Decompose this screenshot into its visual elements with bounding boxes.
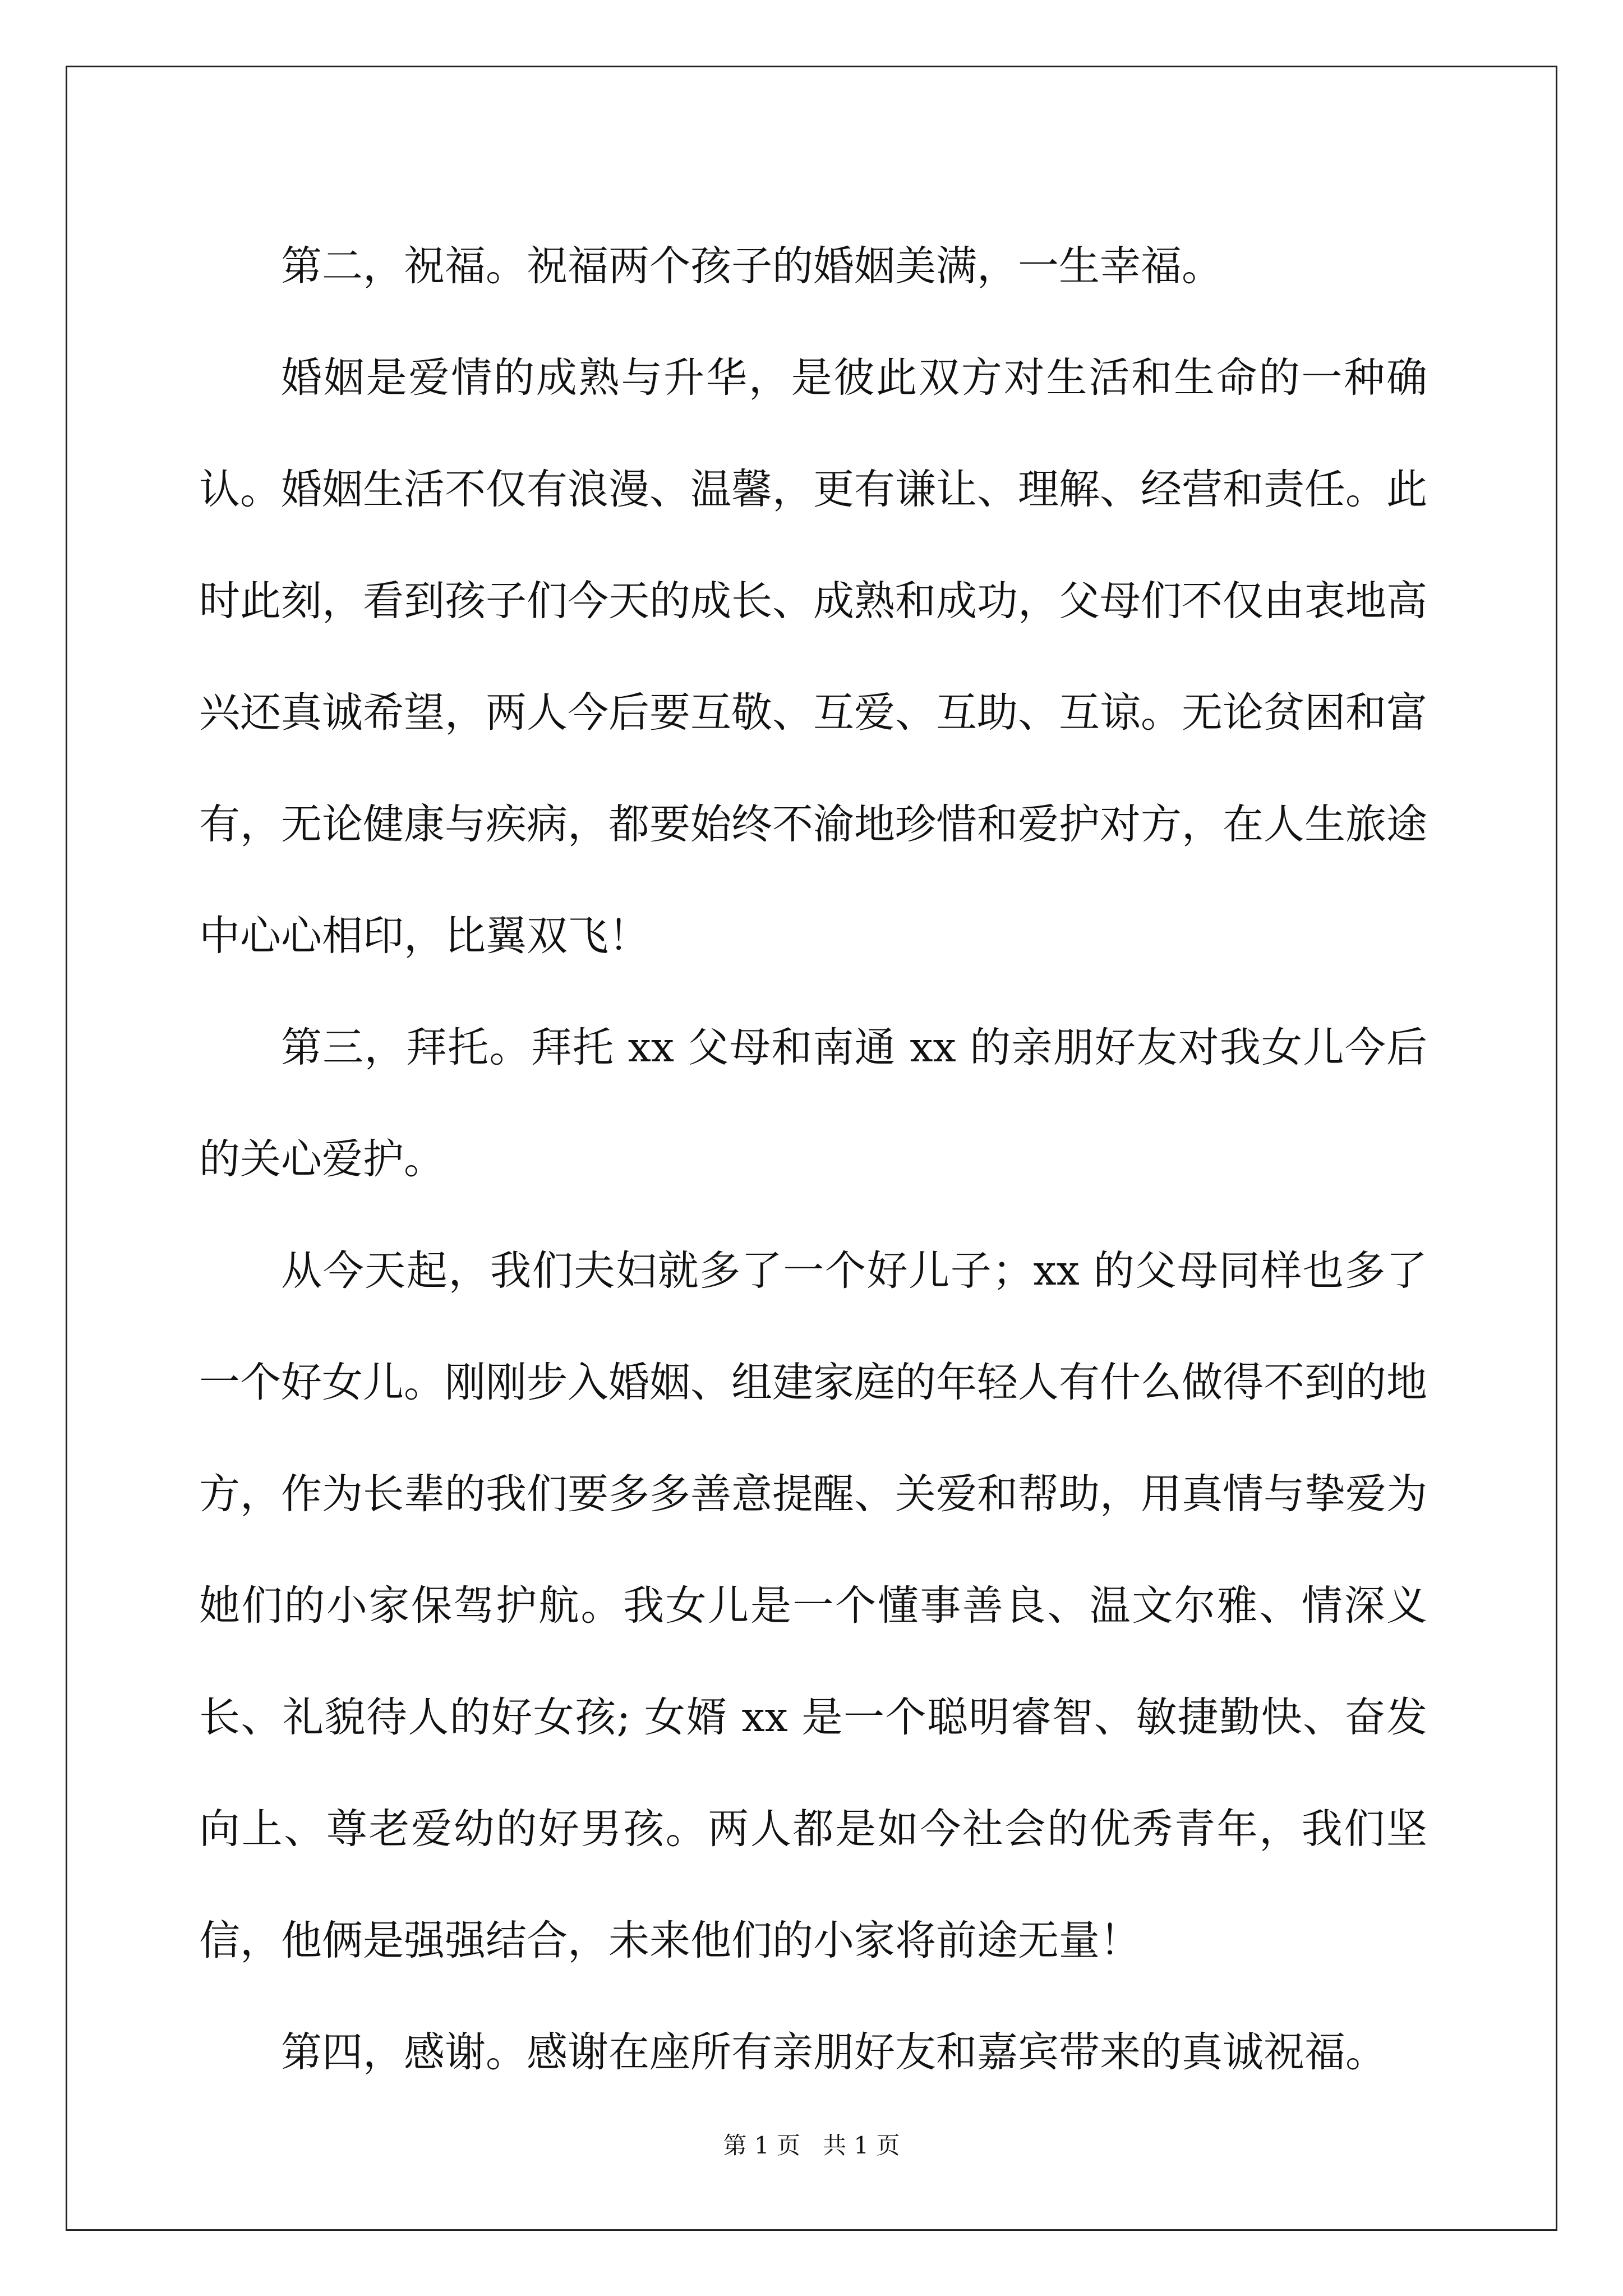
paragraph-new-family: 从今天起，我们夫妇就多了一个好儿子；xx 的父母同样也多了一个好女儿。刚刚步入婚姻、组建家庭的年轻人有什么做得不到的地方，作为长辈的我们要多多善意提醒、关爱和帮助，用真情与挚爱为她们的小家保驾护航。我女儿是一个懂事善良、温文尔雅、情深义长、礼貌待人的好女孩; 女婿 xx 是一个聪明睿智、敏捷勤快、奋发向上、尊老爱幼的好男孩。两人都是如今社会的优秀青年，我们坚信，他俩是强强结合，未来他们的小家将前途无量！ [199,1247,1427,1964]
paragraph-thanks: 第四，感谢。感谢在座所有亲朋好友和嘉宾带来的真诚祝福。 [281,2028,1386,2076]
paragraph-marriage: 婚姻是爱情的成熟与升华，是彼此双方对生活和生命的一种确认。婚姻生活不仅有浪漫、温馨，更有谦让、理解、经营和责任。此时此刻，看到孩子们今天的成长、成熟和成功，父母们不仅由衷地高兴还真诚希望，两人今后要互敬、互爱、互助、互谅。无论贫困和富有，无论健康与疾病，都要始终不渝地珍惜和爱护对方，在人生旅途中心心相印，比翼双飞！ [199,354,1427,960]
paragraph-blessing: 第二，祝福。祝福两个孩子的婚姻美满，一生幸福。 [281,242,1223,290]
document-body [199,210,1427,2108]
page-number: 第 1 页 共 1 页 [723,2132,900,2159]
paragraph-entrust: 第三，拜托。拜托 xx 父母和南通 xx 的亲朋好友对我女儿今后的关心爱护。 [199,1024,1427,1183]
